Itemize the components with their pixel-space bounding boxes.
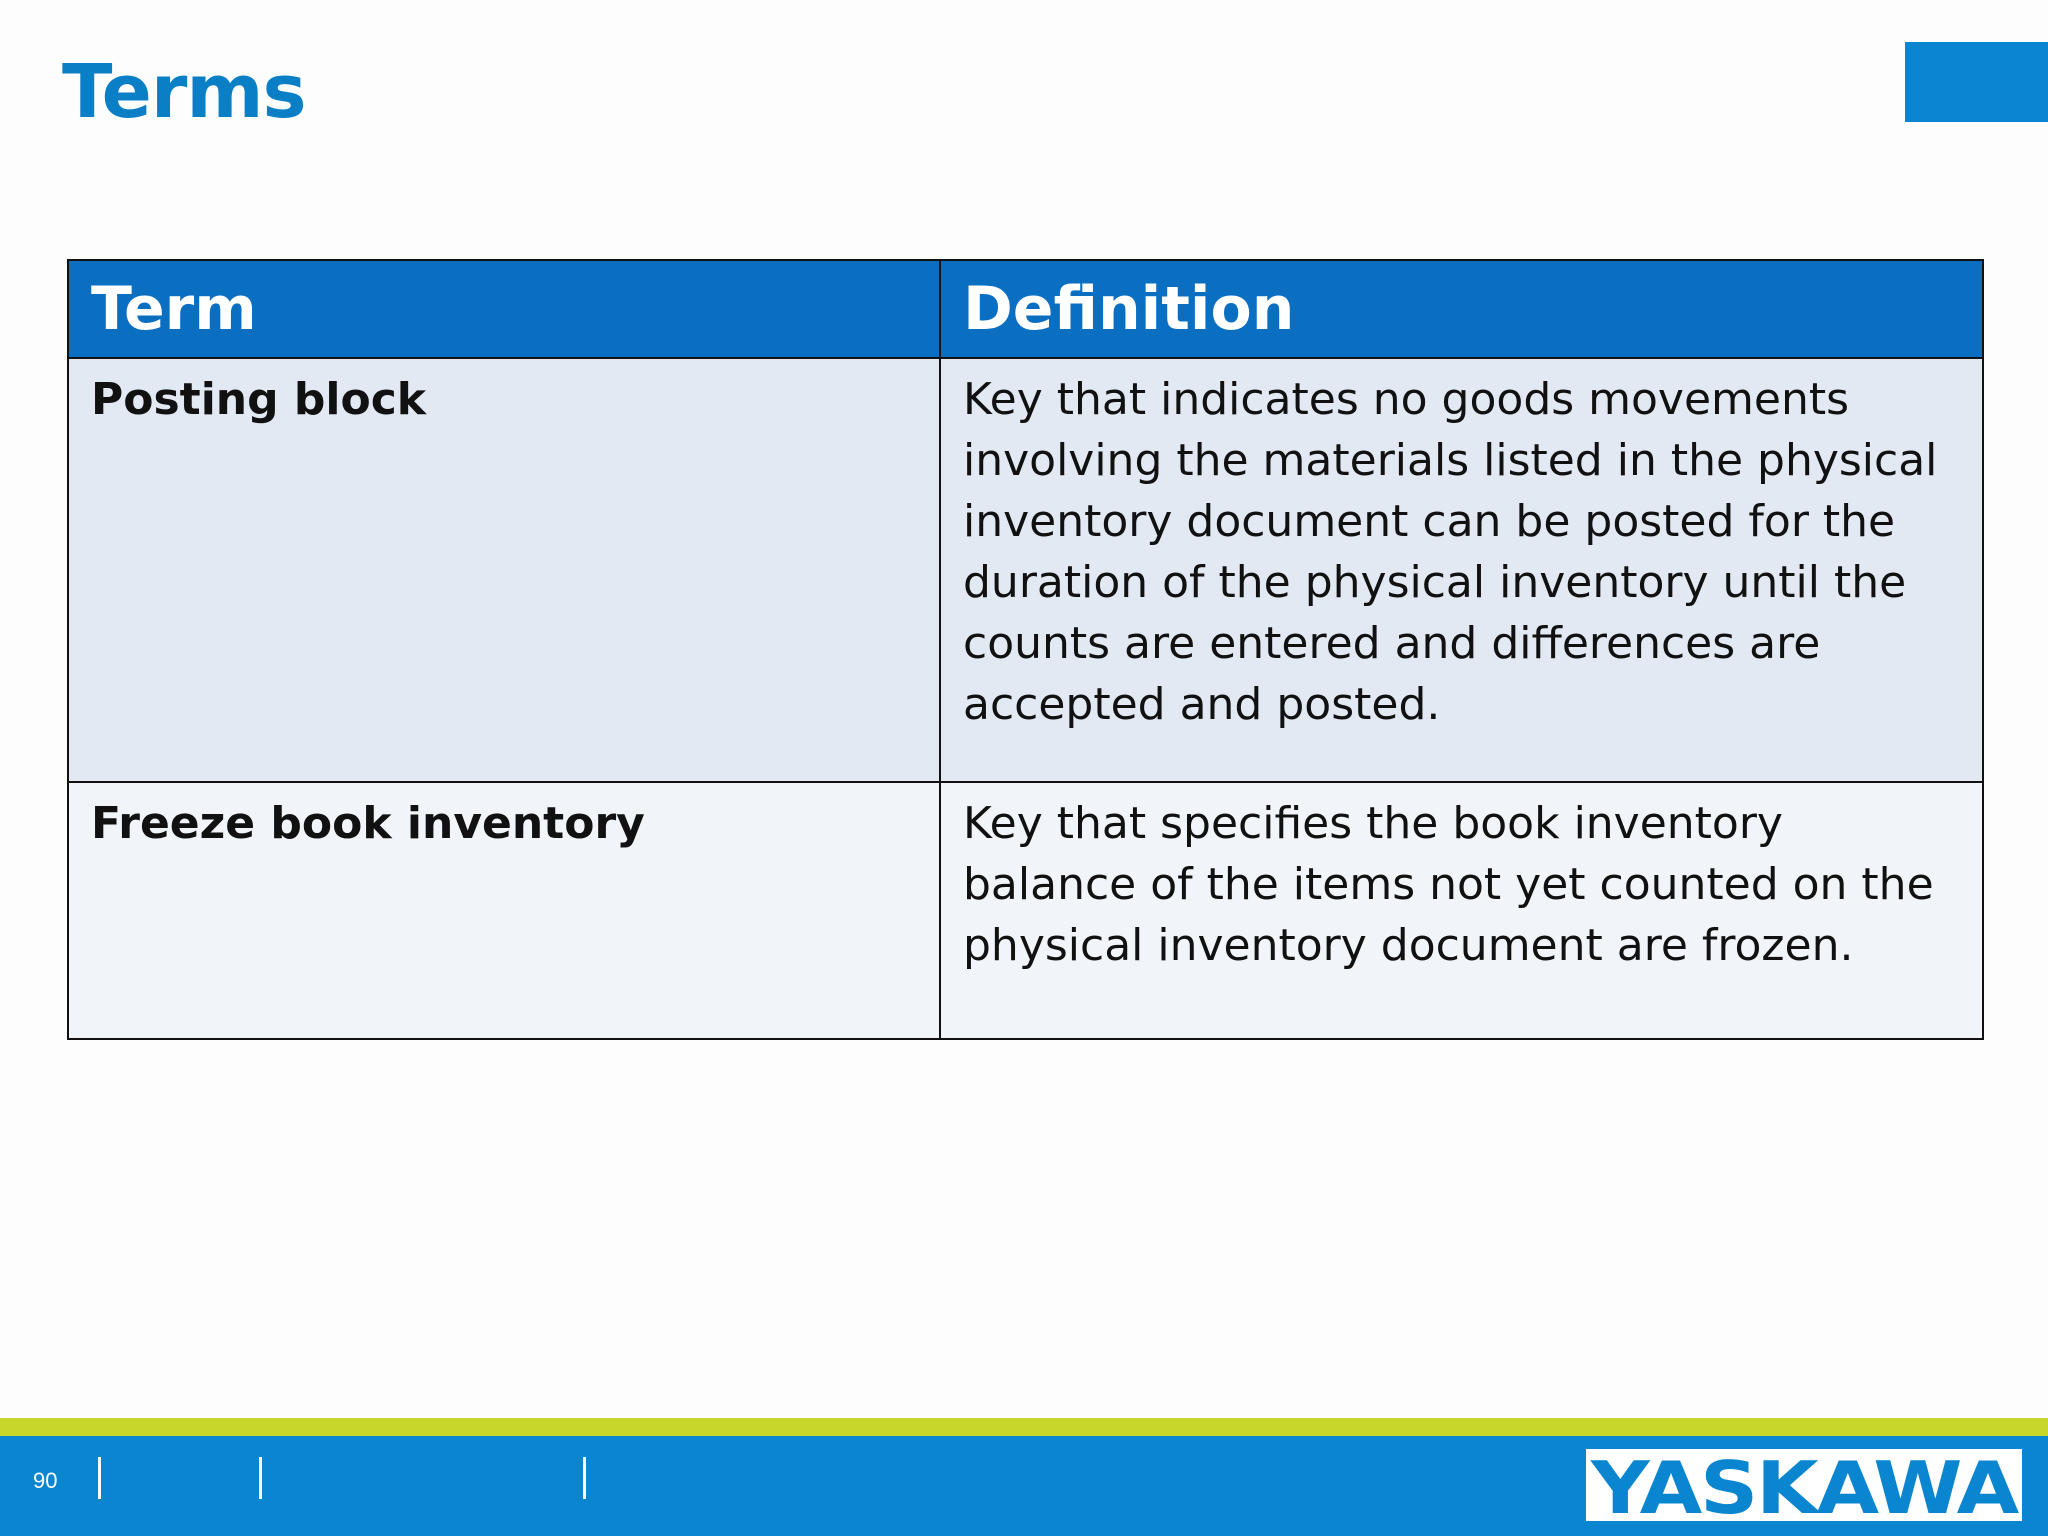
definition-cell: Key that specifies the book inventory balance of the items not yet counted on the physical inventory document are frozen. — [940, 782, 1983, 1039]
yaskawa-logo — [1586, 1449, 2022, 1521]
table-row — [68, 358, 1983, 782]
corner-accent-block — [1905, 42, 2048, 122]
page-number: 90 — [33, 1468, 58, 1493]
footer-separator — [259, 1457, 262, 1499]
column-header-definition: Definition — [940, 260, 1983, 358]
table-row — [68, 782, 1983, 1039]
definition-cell: Key that indicates no goods movements involving the materials listed in the physical inventory document can be posted for the duration of the physical inventory until the counts are entered and differences are accepted and posted. — [940, 358, 1983, 782]
term-cell: Freeze book inventory — [68, 782, 940, 1039]
slide-title: Terms — [62, 49, 306, 135]
svg-text:YASKAWA: YASKAWA — [1589, 1449, 2020, 1521]
column-header-term: Term — [68, 260, 940, 358]
footer-accent-stripe — [0, 1418, 2048, 1436]
table-header-row — [68, 260, 1983, 358]
footer-separator — [583, 1457, 586, 1499]
terms-table — [67, 259, 1984, 1040]
footer-separator — [98, 1457, 101, 1499]
term-cell: Posting block — [68, 358, 940, 782]
